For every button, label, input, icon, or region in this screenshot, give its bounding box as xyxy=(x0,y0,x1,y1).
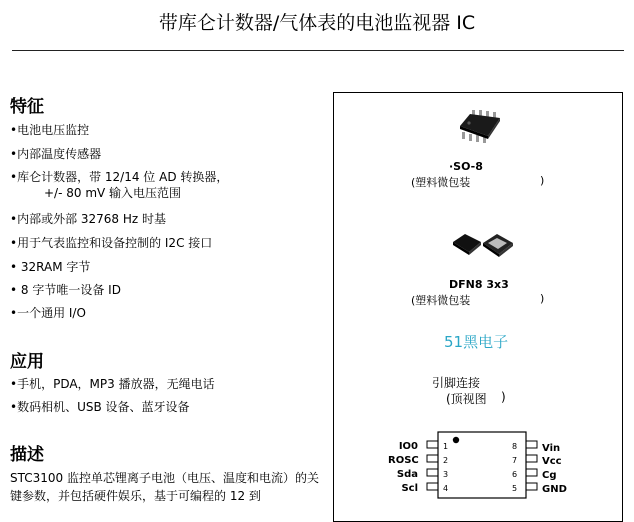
feature-item: • 8 字节唯一设备 ID xyxy=(10,283,121,297)
pin-connection-subtitle: (顶视图 xyxy=(446,392,487,406)
features-heading: 特征 xyxy=(10,97,44,117)
pin-label-vin: Vin xyxy=(542,443,561,454)
pin-number: 7 xyxy=(512,456,518,465)
application-item: •手机，PDA，MP3 播放器，无绳电话 xyxy=(10,377,215,391)
feature-item: •电池电压监控 xyxy=(10,123,90,137)
pin-connection-subtitle-paren: ) xyxy=(501,390,506,404)
so8-caption-paren: ) xyxy=(540,174,545,187)
feature-item: • 32RAM 字节 xyxy=(10,260,91,274)
title-divider xyxy=(12,50,624,51)
watermark-text: 51黑电子 xyxy=(444,333,509,351)
description-heading: 描述 xyxy=(10,445,44,465)
feature-item-text: •库仑计数器，带 12/14 位 AD 转换器， xyxy=(10,170,229,184)
pin-number: 1 xyxy=(443,442,449,451)
pin-number: 3 xyxy=(443,470,449,479)
dfn8-label: DFN8 3x3 xyxy=(449,278,509,291)
pin-label-cg: Cg xyxy=(542,470,557,481)
so8-caption: (塑料微包装 xyxy=(411,176,471,189)
so8-label: ·SO-8 xyxy=(449,160,483,173)
feature-item: •内部或外部 32768 Hz 时基 xyxy=(10,212,167,226)
feature-item xyxy=(10,169,228,201)
feature-item-subtext: +/- 80 mV 输入电压范围 xyxy=(44,186,182,200)
pin-connection-title: 引脚连接 xyxy=(432,376,481,390)
pin-number: 6 xyxy=(512,470,518,479)
pin-label-io0: IO0 xyxy=(398,441,418,452)
feature-item: •用于气表监控和设备控制的 I2C 接口 xyxy=(10,236,213,250)
feature-item: •内部温度传感器 xyxy=(10,147,102,161)
pin-label-rosc: ROSC xyxy=(388,455,419,466)
applications-heading: 应用 xyxy=(10,352,44,372)
application-item: •数码相机、USB 设备、蓝牙设备 xyxy=(10,400,190,414)
pin-number: 2 xyxy=(443,456,449,465)
pin-label-sda: Sda xyxy=(396,469,418,480)
dfn8-caption: (塑料微包装 xyxy=(411,294,471,307)
pin-label-vcc: Vcc xyxy=(542,456,562,467)
dfn8-caption-paren: ) xyxy=(540,292,545,305)
description-text: STC3100 监控单芯锂离子电池（电压、温度和电流）的关键参数，并包括硬件娱乐，基于可编程的 12 到 xyxy=(10,471,319,503)
feature-item: •一个通用 I/O xyxy=(10,306,86,320)
pinout-diagram xyxy=(424,430,540,502)
pin-number: 5 xyxy=(512,484,518,493)
dfn8-package-image xyxy=(451,230,515,260)
so8-package-image xyxy=(456,108,502,144)
pin-label-gnd: GND xyxy=(542,484,567,495)
page-title: 带库仑计数器/气体表的电池监视器 IC xyxy=(158,12,476,34)
pin-number: 4 xyxy=(443,484,449,493)
pin-number: 8 xyxy=(512,442,518,451)
pin-label-scl: Scl xyxy=(401,483,418,494)
